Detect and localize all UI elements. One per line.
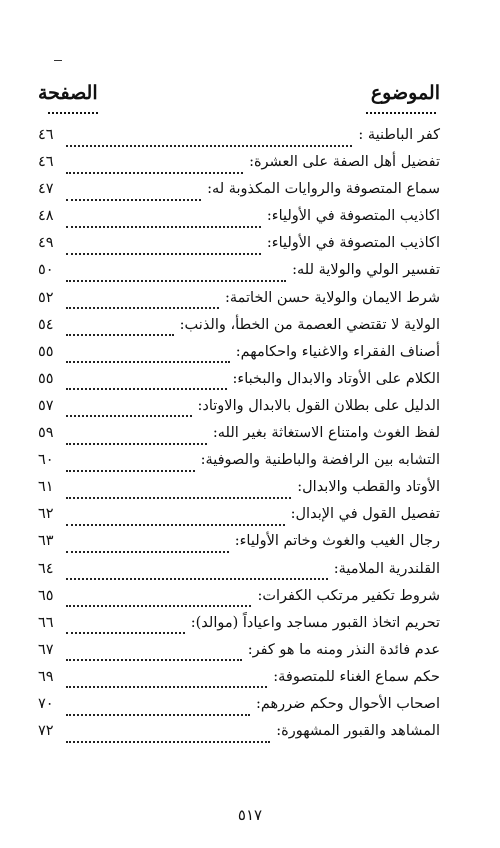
toc-entry-title: التشابه بين الرافضة والباطنية والصوفية:	[200, 452, 440, 469]
toc-entry	[38, 371, 440, 398]
toc-entry	[38, 723, 440, 750]
toc-entry	[38, 425, 440, 452]
toc-entry-title: تحريم اتخاذ القبور مساجد واعياداً (موالد):	[190, 614, 440, 631]
toc-entry-title: اكاذيب المتصوفة في الأولياء:	[266, 208, 440, 225]
toc-entry	[38, 154, 440, 181]
dot-leader	[66, 470, 195, 472]
toc-entry-title: حكم سماع الغناء للمتصوفة:	[273, 668, 440, 685]
toc-entry-title: تفصيل القول في الإبدال:	[290, 506, 440, 523]
toc-entry-page: ٧٢	[38, 723, 54, 740]
toc-entry	[38, 398, 440, 425]
toc-entry-page: ٦٧	[38, 641, 54, 658]
toc-entry-title: رجال الغيب والغوث وخاتم الأولياء:	[234, 533, 440, 550]
page-header-label: الصفحة	[38, 82, 98, 104]
toc-entry-page: ٦٩	[38, 668, 54, 685]
topic-header-underline	[366, 112, 436, 114]
toc-entry-page: ٤٦	[38, 127, 54, 143]
toc-entry-title: تفضيل أهل الصفة على العشرة:	[249, 154, 440, 171]
toc-entry	[38, 696, 440, 723]
toc-entry	[38, 127, 440, 154]
toc-entry-page: ٥٠	[38, 262, 54, 279]
toc-entry-title: الدليل على بطلان القول بالابدال والاوتاد:	[197, 397, 440, 414]
dot-leader	[66, 388, 227, 390]
toc-entry-title: تفسير الولي والولاية لله:	[292, 262, 440, 279]
topic-header-label: الموضوع	[370, 82, 440, 104]
toc-entry	[38, 181, 440, 208]
dot-leader	[66, 632, 185, 634]
toc-entry	[38, 235, 440, 262]
dot-leader	[66, 741, 270, 743]
dot-leader	[66, 307, 219, 309]
toc-entry-page: ٥٧	[38, 397, 54, 414]
toc-entry-page: ٥٤	[38, 316, 54, 333]
toc-entry-title: الولاية لا تقتضي العصمة من الخطأ، والذنب:	[179, 316, 440, 333]
toc-entry	[38, 344, 440, 371]
toc-entry-page: ٤٩	[38, 235, 54, 252]
toc-entry-title: القلندرية الملامية:	[333, 560, 440, 577]
dot-leader	[66, 253, 261, 255]
dot-leader	[66, 172, 243, 174]
toc-entry-page: ٥٩	[38, 425, 54, 442]
dot-leader	[66, 524, 285, 526]
dot-leader	[66, 551, 229, 553]
table-of-contents	[38, 127, 440, 750]
toc-entry	[38, 317, 440, 344]
dot-leader	[66, 199, 201, 201]
toc-entry-page: ٤٧	[38, 181, 54, 198]
toc-entry-title: الكلام على الأوتاد والابدال والبخباء:	[232, 370, 440, 387]
dot-leader	[66, 334, 174, 336]
toc-entry-page: ٧٠	[38, 695, 54, 712]
dot-leader	[66, 659, 242, 661]
toc-entry	[38, 669, 440, 696]
toc-entry-page: ٦٤	[38, 560, 54, 577]
topic-header	[366, 82, 440, 114]
toc-entry	[38, 561, 440, 588]
page-header	[38, 82, 98, 114]
dot-leader	[66, 443, 207, 445]
toc-entry-title: اصحاب الأحوال وحكم ضررهم:	[255, 695, 440, 712]
toc-entry-title: المشاهد والقبور المشهورة:	[276, 723, 440, 740]
toc-entry-page: ٦٣	[38, 533, 54, 550]
page-number: ٥١٧	[237, 806, 263, 824]
dot-leader	[66, 145, 352, 147]
toc-entry-title: شروط تكفير مرتكب الكفرات:	[257, 587, 440, 604]
dot-leader	[66, 280, 286, 282]
header-mark	[54, 60, 62, 61]
toc-entry-title: كفر الباطنية :	[358, 127, 440, 143]
toc-entry-page: ٥٥	[38, 370, 54, 387]
toc-entry-title: شرط الايمان والولاية حسن الخاتمة:	[224, 289, 440, 306]
toc-entry-page: ٦٥	[38, 587, 54, 604]
dot-leader	[66, 415, 192, 417]
dot-leader	[66, 578, 328, 580]
toc-entry-title: لفظ الغوث وامتناع الاستغاثة بغير الله:	[212, 425, 440, 442]
page-header-underline	[48, 112, 98, 114]
toc-entry-page: ٦٠	[38, 452, 54, 469]
toc-entry	[38, 208, 440, 235]
toc-entry-title: أصناف الفقراء والاغنياء واحكامهم:	[235, 343, 440, 360]
dot-leader	[66, 714, 250, 716]
toc-entry	[38, 615, 440, 642]
dot-leader	[66, 497, 291, 499]
dot-leader	[66, 686, 267, 688]
toc-entry	[38, 290, 440, 317]
toc-entry-page: ٦٦	[38, 614, 54, 631]
toc-entry	[38, 452, 440, 479]
toc-entry-page: ٦٢	[38, 506, 54, 523]
toc-entry-title: سماع المتصوفة والروايات المكذوبة له:	[207, 181, 440, 198]
dot-leader	[66, 361, 230, 363]
toc-entry-page: ٥٥	[38, 343, 54, 360]
dot-leader	[66, 605, 251, 607]
toc-entry-page: ٤٨	[38, 208, 54, 225]
toc-entry-page: ٤٦	[38, 154, 54, 171]
toc-entry-title: اكاذيب المتصوفة في الأولياء:	[266, 235, 440, 252]
toc-entry	[38, 479, 440, 506]
toc-entry	[38, 262, 440, 289]
toc-entry-title: عدم فائدة النذر ومنه ما هو كفر:	[247, 641, 440, 658]
toc-entry	[38, 642, 440, 669]
toc-entry-page: ٥٢	[38, 289, 54, 306]
toc-entry	[38, 588, 440, 615]
toc-entry	[38, 533, 440, 560]
dot-leader	[66, 226, 261, 228]
toc-entry-title: الأوتاد والقطب والابدال:	[297, 479, 440, 496]
toc-entry	[38, 506, 440, 533]
toc-entry-page: ٦١	[38, 479, 54, 496]
